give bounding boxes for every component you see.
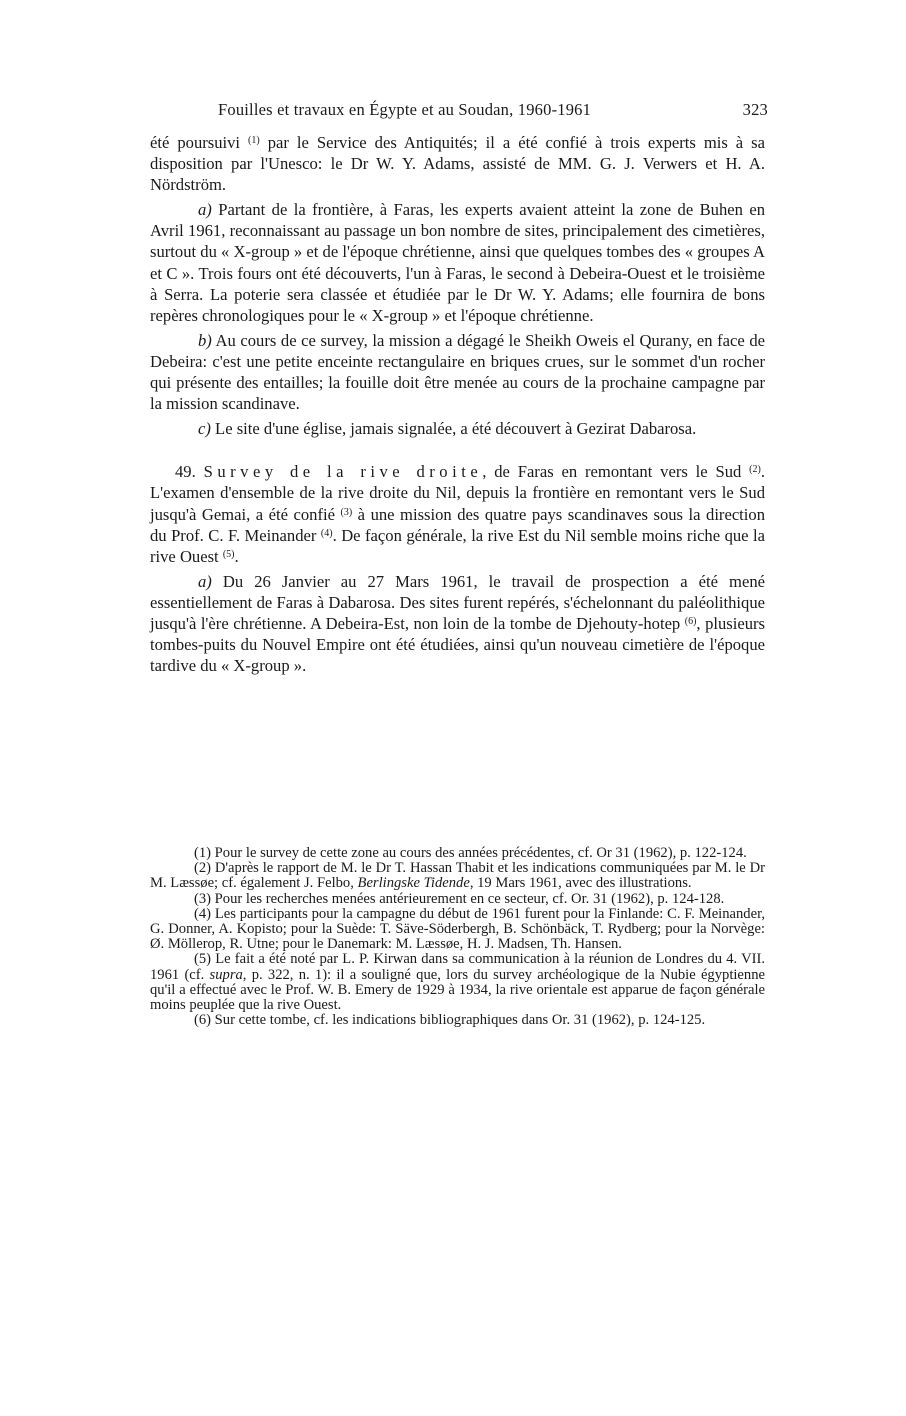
section-heading: Survey de la rive droite (203, 462, 483, 482)
paragraph-a-frontier (150, 199, 765, 326)
footnote-text: , 19 Mars 1961, avec des illustrations. (469, 875, 692, 892)
footnote-ref-5: (5) (222, 548, 235, 560)
paragraph-c-church (150, 418, 765, 439)
text-span: Au cours de ce survey, la mission a dégagé le Sheikh Oweis el Qurany, en face de Debeira: c'est une petite enceinte rectangulaire en briques crues, sur le sommet d'un rocher qui présente des entailles; la fouille doit être menée au cours de la prochaine campagne par la mission scandinave. (150, 330, 765, 414)
text-span: , plusieurs tombes-puits du Nouvel Empire ont été étudiées, ainsi qu'un nouveau cimetière de l'époque tardive du « X-group ». (150, 613, 766, 676)
paragraph-continuation (150, 132, 765, 195)
page-number: 323 (742, 100, 768, 119)
footnote-ref-6: (6) (684, 615, 697, 627)
paragraph-b-sheikh-oweis (150, 330, 765, 414)
footnote-mark: (6) (194, 1012, 212, 1029)
running-head-title: Fouilles et travaux en Égypte et au Soudan, 1960-1961 (218, 100, 592, 119)
footnote-5 (150, 952, 765, 1013)
text-span: , de Faras en remontant vers le Sud (482, 462, 750, 482)
item-label: a) (198, 200, 212, 220)
footnote-2 (150, 861, 765, 891)
footnote-6 (150, 1013, 765, 1028)
footnote-text: Sur cette tombe, cf. les indications bibliographiques dans Or. 31 (1962), p. 124-125. (211, 1012, 706, 1029)
item-label: b) (198, 330, 212, 350)
text-span: . De façon générale, la rive Est du Nil semble moins riche que la rive Ouest (150, 525, 765, 566)
footnote-mark: (3) (194, 890, 212, 907)
item-label: c) (198, 419, 211, 439)
footnote-mark: (2) (194, 860, 212, 877)
footnote-text: , p. 322, n. 1): il a souligné que, lors du survey archéologique de la Nubie égyptienne qu'il a effectué avec le Prof. W. B. Emery de 1929 à 1934, la rive orientale est apparue de façon générale moins peuplée que la rive Ouest. (150, 966, 765, 1014)
section-49 (150, 461, 765, 566)
text-span: Partant de la frontière, à Faras, les experts avaient atteint la zone de Buhen en Avril 1961, reconnaissant au passage un bon nombre de sites, principalement des cimetières, surtout du « X-group » et de l'époque chrétienne, ainsi que quelques tombes des « groupes A et C ». Trois fours ont été découverts, l'un à Faras, le second à Debeira-Ouest et le troisième à Serra. La poterie sera classée et étudiée par le Dr W. Y. Adams; elle fournira de bons repères chronologiques pour le « X-group » et l'époque chrétienne. (150, 200, 765, 325)
text-span: Du 26 Janvier au 27 Mars 1961, le travail de prospection a été mené essentiellement de Faras à Dabarosa. Des sites furent repérés, s'échelonnant du paléolithique jusqu'à l'ère chrétienne. A Debeira-Est, non loin de la tombe de Djehouty-hotep (150, 571, 765, 633)
footnote-ref-2: (2) (749, 464, 761, 476)
paragraph-a-prospection (150, 571, 765, 676)
footnote-text: Pour les recherches menées antérieurement en ce secteur, cf. Or. 31 (1962), p. 124-128. (211, 890, 725, 907)
footnote-ref-3: (3) (340, 506, 353, 518)
footnote-text: Le fait a été noté par L. P. Kirwan dans sa communication à la réunion de Londres du 4. VII. 1961 (cf. (150, 951, 765, 983)
footnote-1 (150, 846, 765, 861)
footnote-ref-4: (4) (320, 527, 333, 539)
text-span: par le Service des Antiquités; il a été confié à trois experts mis à sa disposition par l'Unesco: le Dr W. Y. Adams, assisté de MM. G. J. Verwers et H. A. Nördström. (150, 133, 765, 195)
text-span: . L'examen d'ensemble de la rive droite du Nil, depuis la frontière en remontant vers le Sud jusqu'à Gemai, a été confié (150, 462, 765, 524)
footnote-text: Les participants pour la campagne du début de 1961 furent pour la Finlande: C. F. Meinander, G. Donner, A. Kopisto; pour la Suède: T. Säve-Söderbergh, B. Schönbäck, T. Rydberg; pour la Norvège: Ø. Möllerop, R. Utne; pour le Danemark: M. Læssøe, H. J. Madsen, Th. Hansen. (150, 905, 765, 953)
footnote-mark: (4) (194, 905, 212, 922)
footnote-mark: (5) (194, 951, 212, 968)
footnote-text: Pour le survey de cette zone au cours des années précédentes, cf. Or 31 (1962), p. 122-124. (211, 845, 747, 861)
footnote-ref-1: (1) (248, 135, 260, 146)
footnotes (150, 846, 765, 1028)
footnote-4 (150, 907, 765, 953)
body-text (150, 132, 765, 676)
text-span: Le site d'une église, jamais signalée, a été découvert à Gezirat Dabarosa. (210, 419, 697, 439)
footnote-italic: supra (209, 966, 243, 983)
section-number: 49. (175, 462, 204, 482)
footnote-text: D'après le rapport de M. le Dr T. Hassan Thabit et les indications communiquées par M. le Dr M. Læssøe; cf. également J. Felbo, (150, 860, 765, 892)
text-span: à une mission des quatre pays scandinaves sous la direction du Prof. C. F. Meinander (150, 504, 765, 545)
footnote-3 (150, 892, 765, 907)
text-span: . (234, 546, 239, 566)
item-label: a) (198, 571, 212, 591)
footnote-italic: Berlingske Tidende (357, 875, 470, 892)
footnote-mark: (1) (194, 845, 212, 861)
text-span: été poursuivi (150, 133, 249, 152)
